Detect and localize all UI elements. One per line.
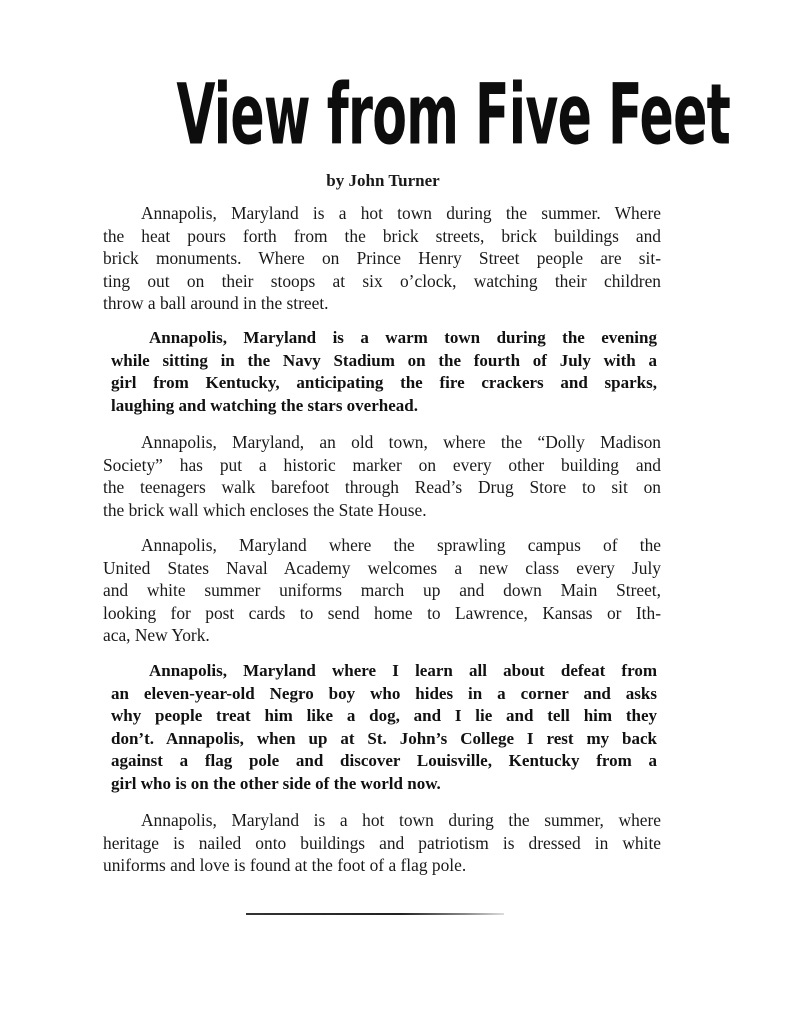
text-line: Annapolis, Maryland is a warm town during the evening xyxy=(149,328,657,347)
text-line: Annapolis, Maryland where I learn all about defeat from xyxy=(149,661,657,680)
paragraph-6 xyxy=(103,809,661,877)
text-line: United States Naval Academy welcomes a new class every July xyxy=(103,557,661,578)
text-line: the brick wall which encloses the State House. xyxy=(103,499,427,520)
text-line: looking for post cards to send home to Lawrence, Kansas or Ith- xyxy=(103,602,661,623)
text-line: Annapolis, Maryland, an old town, where the “Dolly Madison xyxy=(141,432,661,452)
paragraph-1 xyxy=(103,202,661,315)
paragraph-3 xyxy=(103,431,661,521)
text-line: throw a ball around in the street. xyxy=(103,293,329,314)
text-line: uniforms and love is found at the foot of a flag pole. xyxy=(103,855,467,876)
end-rule-divider xyxy=(246,913,504,915)
text-line: brick monuments. Where on Prince Henry Street people are sit- xyxy=(103,248,661,269)
text-line: aca, New York. xyxy=(103,625,210,646)
text-line: ting out on their stoops at six o’clock, watching their children xyxy=(103,270,661,291)
text-line: laughing and watching the stars overhead. xyxy=(111,395,418,415)
text-line: an eleven-year-old Negro boy who hides in a corner and asks xyxy=(111,683,657,703)
text-line: Annapolis, Maryland where the sprawling campus of the xyxy=(141,535,661,555)
text-line: girl who is on the other side of the world now. xyxy=(111,773,441,793)
article-byline: by John Turner xyxy=(326,171,440,190)
text-line: the teenagers walk barefoot through Read’s Drug Store to sit on xyxy=(103,477,661,498)
text-line: and white summer uniforms march up and down Main Street, xyxy=(103,580,661,601)
text-line: against a flag pole and discover Louisville, Kentucky from a xyxy=(111,751,657,771)
text-line: the heat pours forth from the brick streets, brick buildings and xyxy=(103,225,661,246)
text-line: don’t. Annapolis, when up at St. John’s College I rest my back xyxy=(111,728,657,748)
article-title: View from Five Feet xyxy=(176,66,731,164)
paragraph-5 xyxy=(111,660,657,796)
text-line: while sitting in the Navy Stadium on the fourth of July with a xyxy=(111,350,657,370)
paragraph-4 xyxy=(103,534,661,647)
text-line: Annapolis, Maryland is a hot town during the summer, where xyxy=(141,810,661,830)
text-line: heritage is nailed onto buildings and patriotism is dressed in white xyxy=(103,832,661,853)
paragraph-2 xyxy=(111,327,657,417)
text-line: Society” has put a historic marker on every other building and xyxy=(103,454,661,475)
text-line: why people treat him like a dog, and I lie and tell him they xyxy=(111,706,657,726)
text-line: girl from Kentucky, anticipating the fire crackers and sparks, xyxy=(111,373,657,393)
text-line: Annapolis, Maryland is a hot town during the summer. Where xyxy=(141,203,661,223)
